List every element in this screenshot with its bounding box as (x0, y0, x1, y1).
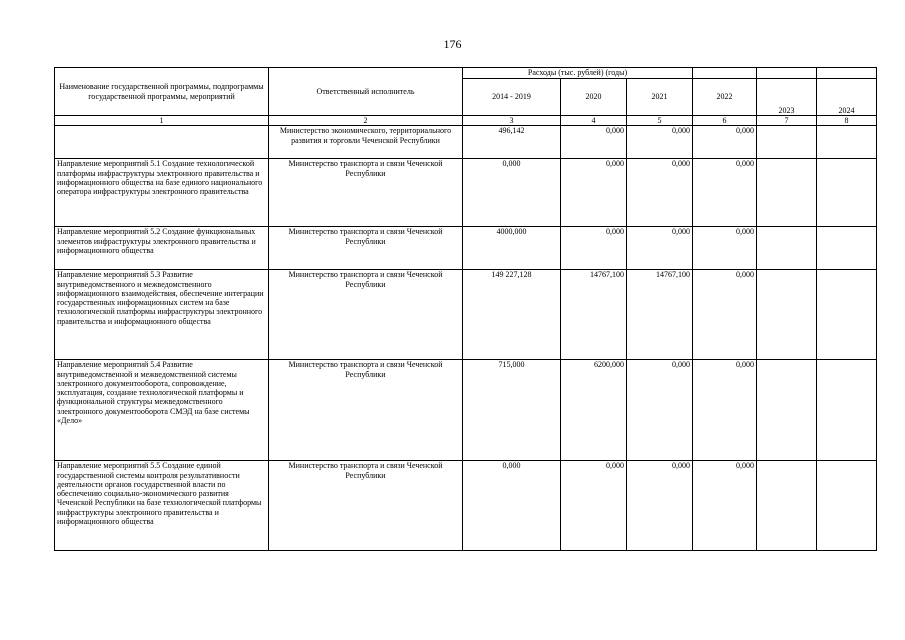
table-row (55, 270, 877, 360)
table-row (55, 360, 877, 461)
value-cell (757, 360, 817, 461)
row-name: Направление мероприятий 5.1 Создание технологической платформы инфраструктуры электронного правительства и информационного общества на базе единого национального оператора инфраструктуры электронного правительства (55, 159, 269, 227)
value-cell: 0,000 (693, 126, 757, 159)
value-cell (817, 227, 877, 270)
value-cell: 0,000 (693, 461, 757, 551)
column-number: 1 (55, 116, 269, 126)
column-number: 2 (269, 116, 463, 126)
value-cell: 0,000 (693, 227, 757, 270)
row-name: Направление мероприятий 5.4 Развитие внутриведомственной и межведомственной системы электронного документооборота, сопровождение, эксплуатация, создание технологической платформы и функциональной структуры межведомственного электронного документооборота СМЭД на базе системы «Дело» (55, 360, 269, 461)
year-header: 2021 (627, 79, 693, 116)
value-cell: 0,000 (561, 227, 627, 270)
value-cell (757, 227, 817, 270)
column-number: 3 (463, 116, 561, 126)
row-executor: Министерство экономического, территориального развития и торговли Чеченской Республики (269, 126, 463, 159)
row-name: Направление мероприятий 5.3 Развитие внутриведомственного и межведомственного информационного взаимодействия, обеспечение интеграции государственных информационных систем на базе технологической платформы инфраструктуры электронного правительства и информационного общества (55, 270, 269, 360)
value-cell (817, 159, 877, 227)
value-cell (817, 126, 877, 159)
value-cell (817, 270, 877, 360)
value-cell: 4000,000 (463, 227, 561, 270)
column-number-row (55, 116, 877, 126)
value-cell: 14767,100 (561, 270, 627, 360)
column-number: 7 (757, 116, 817, 126)
column-number: 4 (561, 116, 627, 126)
value-cell: 0,000 (561, 461, 627, 551)
table-row (55, 227, 877, 270)
value-cell (757, 126, 817, 159)
header-row (55, 68, 877, 79)
row-executor: Министерство транспорта и связи Чеченской Республики (269, 227, 463, 270)
value-cell: 0,000 (627, 159, 693, 227)
value-cell (757, 270, 817, 360)
table-row (55, 461, 877, 551)
value-cell (817, 360, 877, 461)
column-number: 6 (693, 116, 757, 126)
row-name (55, 126, 269, 159)
header-empty-cell (693, 68, 757, 79)
header-empty-cell (817, 68, 877, 79)
row-executor: Министерство транспорта и связи Чеченской Республики (269, 461, 463, 551)
row-name: Направление мероприятий 5.2 Создание функциональных элементов инфраструктуры электронного правительства и информационного общества (55, 227, 269, 270)
value-cell: 0,000 (627, 126, 693, 159)
row-executor: Министерство транспорта и связи Чеченской Республики (269, 270, 463, 360)
header-empty-cell (757, 68, 817, 79)
header-expenses: Расходы (тыс. рублей) (годы) (463, 68, 693, 79)
value-cell: 0,000 (693, 159, 757, 227)
row-executor: Министерство транспорта и связи Чеченской Республики (269, 159, 463, 227)
value-cell: 496,142 (463, 126, 561, 159)
value-cell: 0,000 (463, 159, 561, 227)
page-number: 176 (443, 37, 462, 51)
value-cell: 0,000 (627, 360, 693, 461)
table-row (55, 126, 877, 159)
value-cell: 0,000 (693, 360, 757, 461)
value-cell: 0,000 (561, 159, 627, 227)
value-cell: 6200,000 (561, 360, 627, 461)
year-header: 2022 (693, 79, 757, 116)
value-cell: 0,000 (627, 461, 693, 551)
value-cell (817, 461, 877, 551)
year-header: 2024 (817, 79, 877, 116)
column-number: 5 (627, 116, 693, 126)
value-cell (757, 461, 817, 551)
table-row (55, 159, 877, 227)
row-name: Направление мероприятий 5.5 Создание единой государственной системы контроля результативности деятельности органов государственной власти по обеспечению социально-экономического развития Чеченской Республики на базе технологической платформы инфраструктуры электронного правительства и информационного общества (55, 461, 269, 551)
year-header: 2014 - 2019 (463, 79, 561, 116)
value-cell: 0,000 (693, 270, 757, 360)
column-number: 8 (817, 116, 877, 126)
header-program-name: Наименование государственной программы, подпрограммы государственной программы, мероприятий (55, 68, 269, 116)
value-cell: 0,000 (561, 126, 627, 159)
value-cell: 715,000 (463, 360, 561, 461)
year-header: 2023 (757, 79, 817, 116)
value-cell: 0,000 (463, 461, 561, 551)
value-cell (757, 159, 817, 227)
header-executor: Ответственный исполнитель (269, 68, 463, 116)
budget-table (54, 67, 877, 551)
value-cell: 149 227,128 (463, 270, 561, 360)
row-executor: Министерство транспорта и связи Чеченской Республики (269, 360, 463, 461)
value-cell: 0,000 (627, 227, 693, 270)
value-cell: 14767,100 (627, 270, 693, 360)
year-header: 2020 (561, 79, 627, 116)
